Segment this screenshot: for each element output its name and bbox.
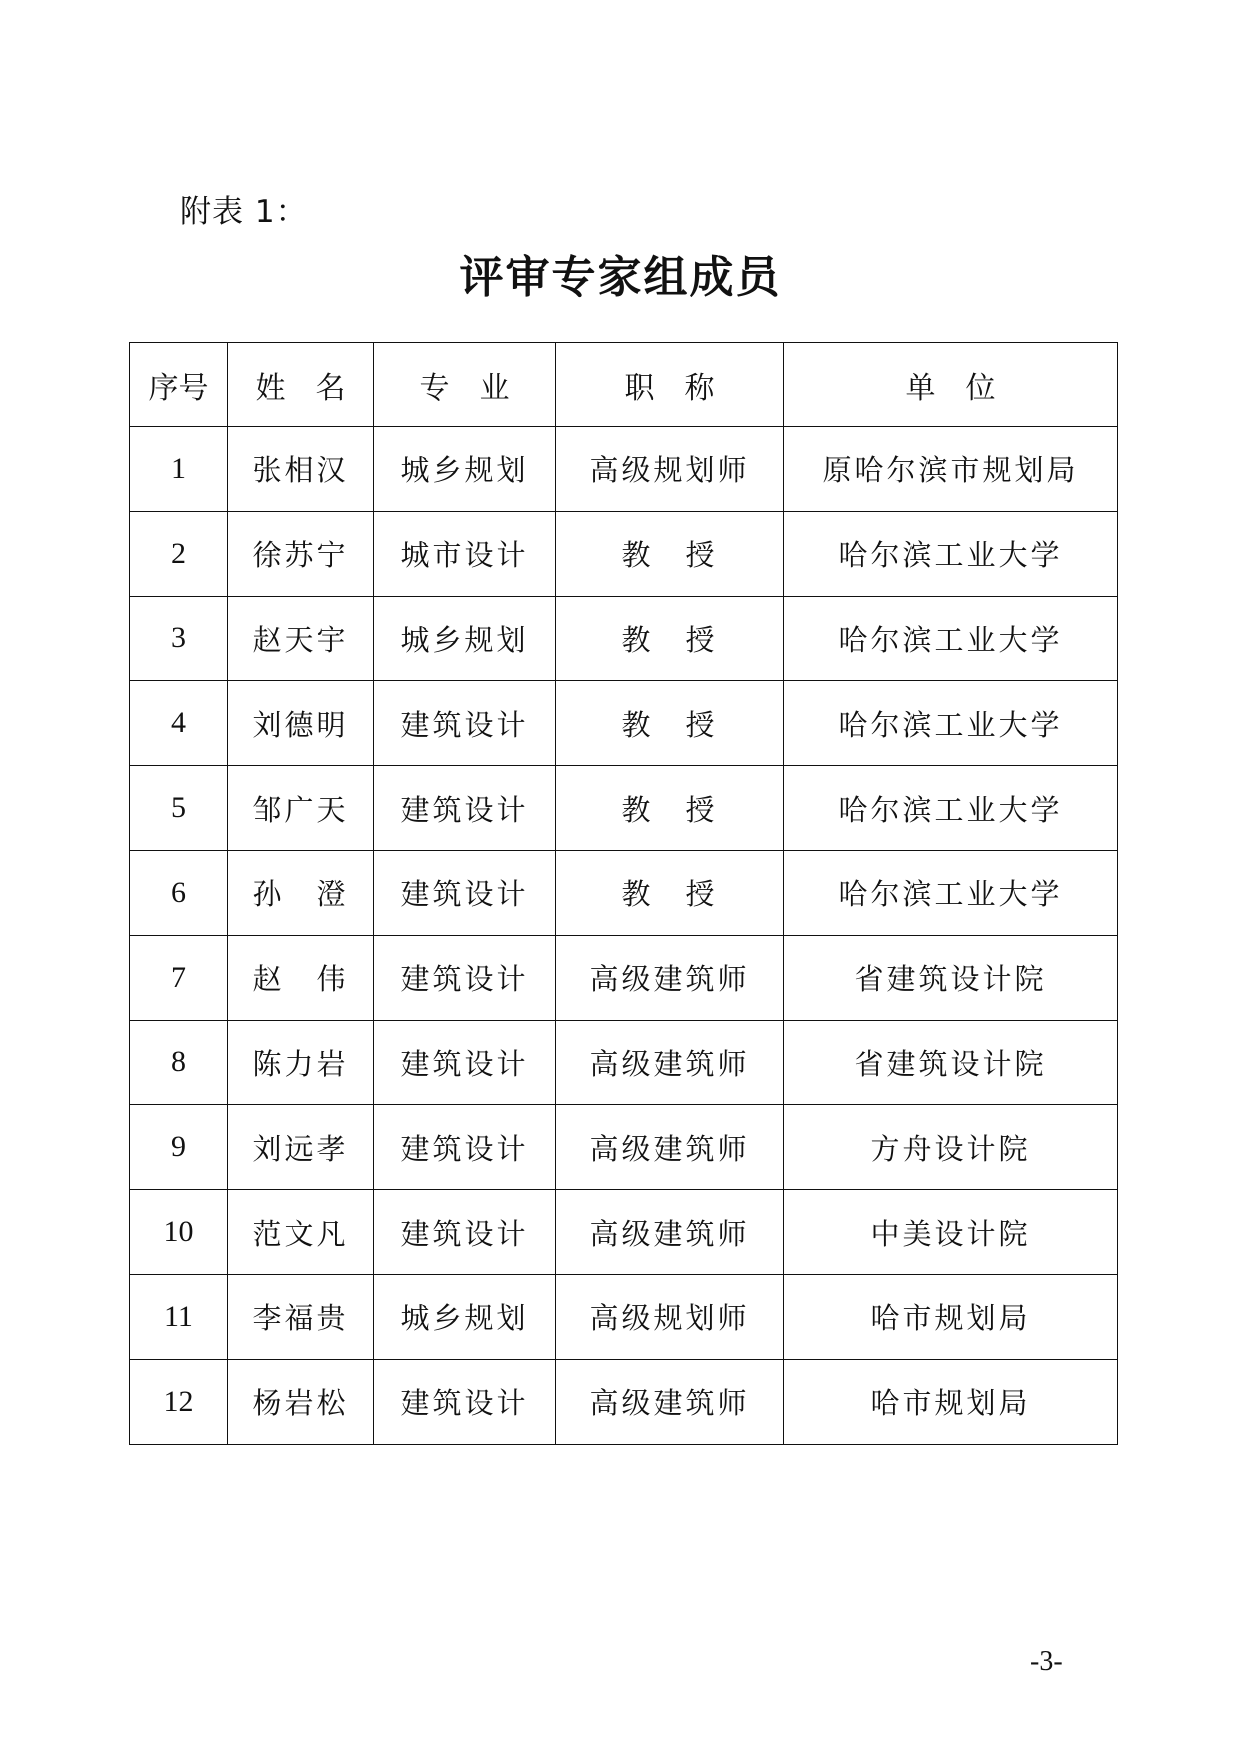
cell-index: 7 — [130, 935, 228, 1020]
table-row — [130, 511, 1118, 596]
table-row — [130, 1020, 1118, 1105]
appendix-label: 附表 1： — [180, 194, 308, 230]
cell-rank: 高级建筑师 — [556, 1020, 784, 1105]
cell-rank: 教 授 — [556, 596, 784, 681]
cell-name: 杨岩松 — [228, 1359, 374, 1444]
table-row — [130, 935, 1118, 1020]
cell-rank: 教 授 — [556, 766, 784, 851]
header-index: 序号 — [130, 343, 228, 427]
cell-rank: 高级规划师 — [556, 1274, 784, 1359]
cell-org: 哈尔滨工业大学 — [784, 681, 1118, 766]
table-row — [130, 1105, 1118, 1190]
cell-major: 城乡规划 — [374, 596, 556, 681]
header-major: 专 业 — [374, 343, 556, 427]
cell-rank: 高级建筑师 — [556, 1190, 784, 1275]
cell-org: 省建筑设计院 — [784, 935, 1118, 1020]
cell-index: 2 — [130, 511, 228, 596]
cell-index: 1 — [130, 427, 228, 512]
cell-rank: 高级规划师 — [556, 427, 784, 512]
cell-index: 6 — [130, 850, 228, 935]
cell-org: 中美设计院 — [784, 1190, 1118, 1275]
cell-org: 哈尔滨工业大学 — [784, 596, 1118, 681]
cell-name: 刘远孝 — [228, 1105, 374, 1190]
cell-rank: 高级建筑师 — [556, 1105, 784, 1190]
cell-org: 哈尔滨工业大学 — [784, 766, 1118, 851]
cell-index: 9 — [130, 1105, 228, 1190]
page-number: -3- — [1030, 1646, 1063, 1677]
table-row — [130, 681, 1118, 766]
table-row — [130, 427, 1118, 512]
cell-index: 10 — [130, 1190, 228, 1275]
table-row — [130, 1190, 1118, 1275]
cell-name: 徐苏宁 — [228, 511, 374, 596]
cell-rank: 高级建筑师 — [556, 935, 784, 1020]
cell-org: 哈尔滨工业大学 — [784, 850, 1118, 935]
cell-major: 建筑设计 — [374, 1020, 556, 1105]
header-name: 姓 名 — [228, 343, 374, 427]
cell-rank: 教 授 — [556, 511, 784, 596]
cell-rank: 教 授 — [556, 850, 784, 935]
cell-major: 建筑设计 — [374, 1190, 556, 1275]
header-rank: 职 称 — [556, 343, 784, 427]
cell-name: 陈力岩 — [228, 1020, 374, 1105]
table-row — [130, 1359, 1118, 1444]
cell-org: 哈市规划局 — [784, 1359, 1118, 1444]
page-title: 评审专家组成员 — [459, 252, 782, 303]
header-org: 单 位 — [784, 343, 1118, 427]
cell-org: 哈尔滨工业大学 — [784, 511, 1118, 596]
cell-major: 城乡规划 — [374, 1274, 556, 1359]
cell-org: 省建筑设计院 — [784, 1020, 1118, 1105]
cell-index: 4 — [130, 681, 228, 766]
table-row — [130, 850, 1118, 935]
cell-name: 范文凡 — [228, 1190, 374, 1275]
cell-major: 建筑设计 — [374, 766, 556, 851]
cell-name: 赵天宇 — [228, 596, 374, 681]
cell-major: 建筑设计 — [374, 935, 556, 1020]
cell-index: 8 — [130, 1020, 228, 1105]
cell-index: 12 — [130, 1359, 228, 1444]
cell-name: 邹广天 — [228, 766, 374, 851]
cell-name: 孙 澄 — [228, 850, 374, 935]
expert-table — [129, 342, 1118, 1445]
cell-major: 建筑设计 — [374, 1105, 556, 1190]
cell-major: 建筑设计 — [374, 1359, 556, 1444]
cell-major: 建筑设计 — [374, 850, 556, 935]
table-header-row — [130, 343, 1118, 427]
table-row — [130, 1274, 1118, 1359]
cell-name: 赵 伟 — [228, 935, 374, 1020]
cell-index: 11 — [130, 1274, 228, 1359]
cell-org: 哈市规划局 — [784, 1274, 1118, 1359]
cell-org: 方舟设计院 — [784, 1105, 1118, 1190]
cell-rank: 高级建筑师 — [556, 1359, 784, 1444]
cell-index: 3 — [130, 596, 228, 681]
cell-name: 刘德明 — [228, 681, 374, 766]
cell-major: 建筑设计 — [374, 681, 556, 766]
table-row — [130, 766, 1118, 851]
cell-major: 城乡规划 — [374, 427, 556, 512]
cell-rank: 教 授 — [556, 681, 784, 766]
cell-name: 张相汉 — [228, 427, 374, 512]
cell-major: 城市设计 — [374, 511, 556, 596]
cell-org: 原哈尔滨市规划局 — [784, 427, 1118, 512]
cell-name: 李福贵 — [228, 1274, 374, 1359]
cell-index: 5 — [130, 766, 228, 851]
table-row — [130, 596, 1118, 681]
